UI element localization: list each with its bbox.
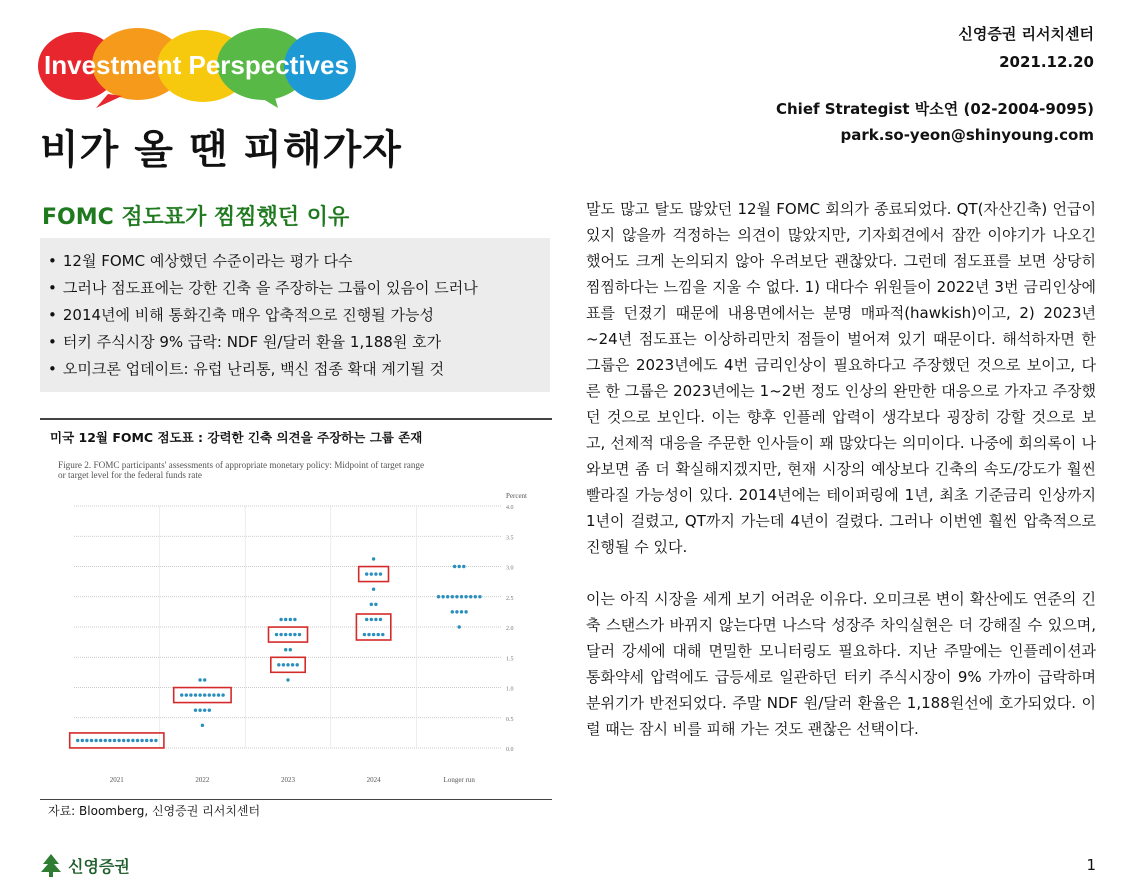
figure-title: 미국 12월 FOMC 점도표 : 강력한 긴축 의견을 주장하는 그룹 존재 <box>50 430 423 445</box>
y-tick-label: 0.5 <box>506 716 514 723</box>
strategist-name: Chief Strategist 박소연 (02-2004-9095) <box>775 100 1094 118</box>
x-tick-label: Longer run <box>443 776 475 784</box>
dot-point <box>381 633 384 636</box>
dot-point <box>372 587 375 590</box>
dot-point <box>76 739 79 742</box>
dot-point <box>150 739 153 742</box>
y-tick-label: 2.0 <box>506 626 514 632</box>
footer-brand <box>40 852 130 878</box>
dot-plot-chart <box>40 454 550 800</box>
dot-point <box>198 678 201 681</box>
chart-title: Figure 2. FOMC participants' assessments of appropriate monetary policy: Midpoint of target range <box>58 460 425 470</box>
page-number: 1 <box>1086 856 1096 874</box>
dot-point <box>462 565 465 568</box>
dot-point <box>136 739 139 742</box>
y-axis-label: Percent <box>506 492 527 500</box>
dot-point <box>367 633 370 636</box>
summary-item: • 터키 주식시장 9% 급락: NDF 원/달러 환율 1,188원 호가 <box>48 329 550 356</box>
dot-point <box>441 595 444 598</box>
chart-title-line2: or target level for the federal funds rate <box>58 470 202 480</box>
dot-point <box>212 693 215 696</box>
body-text <box>586 196 1096 742</box>
dot-point <box>279 618 282 621</box>
dot-point <box>291 663 294 666</box>
dot-point <box>446 595 449 598</box>
dot-point <box>203 708 206 711</box>
dot-point <box>293 618 296 621</box>
summary-box <box>40 238 550 392</box>
dot-point <box>99 739 102 742</box>
dot-point <box>374 603 377 606</box>
section-subtitle: FOMC 점도표가 찜찜했던 이유 <box>42 205 350 230</box>
report-date: 2021.12.20 <box>999 53 1094 71</box>
dot-point <box>185 693 188 696</box>
dot-point <box>451 610 454 613</box>
header-info <box>958 20 1094 76</box>
page-title: 비가 올 땐 피해가자 <box>40 127 402 173</box>
dot-point <box>370 572 373 575</box>
dot-point <box>113 739 116 742</box>
dot-point <box>370 603 373 606</box>
dot-point <box>127 739 130 742</box>
dot-point <box>203 678 206 681</box>
dot-point <box>104 739 107 742</box>
dot-point <box>131 739 134 742</box>
dot-point <box>458 625 461 628</box>
dot-point <box>194 693 197 696</box>
highlight-box <box>269 627 308 642</box>
dot-point <box>85 739 88 742</box>
dot-point <box>140 739 143 742</box>
highlight-box <box>359 567 389 582</box>
x-tick-label: 2023 <box>281 776 295 784</box>
dot-point <box>208 708 211 711</box>
summary-item: • 12월 FOMC 예상했던 수준이라는 평가 다수 <box>48 248 550 275</box>
dot-point <box>372 633 375 636</box>
dot-point <box>372 557 375 560</box>
dot-point <box>284 618 287 621</box>
dot-point <box>198 708 201 711</box>
dot-point <box>474 595 477 598</box>
dot-point <box>284 633 287 636</box>
dot-point <box>374 618 377 621</box>
dot-point <box>94 739 97 742</box>
dot-point <box>122 739 125 742</box>
investment-perspectives-logo <box>38 24 356 108</box>
figure-source: 자료: Bloomberg, 신영증권 리서치센터 <box>48 804 261 818</box>
logo-text: Investment Perspectives <box>44 50 349 80</box>
y-tick-label: 0.0 <box>506 747 514 753</box>
dot-point <box>370 618 373 621</box>
dot-point <box>363 633 366 636</box>
tree-icon <box>40 853 62 877</box>
dot-point <box>453 565 456 568</box>
figure <box>40 418 552 800</box>
summary-item: • 2014년에 비해 통화긴축 매우 압축적으로 진행될 가능성 <box>48 302 550 329</box>
dot-point <box>455 610 458 613</box>
summary-item: • 그러나 점도표에는 강한 긴축 을 주장하는 그룹이 있음이 드러나 <box>48 275 550 302</box>
dot-point <box>284 648 287 651</box>
dot-point <box>208 693 211 696</box>
dot-point <box>282 663 285 666</box>
dot-point <box>296 663 299 666</box>
dot-point <box>81 739 84 742</box>
dot-point <box>108 739 111 742</box>
dot-point <box>298 633 301 636</box>
dot-point <box>117 739 120 742</box>
dot-point <box>203 693 206 696</box>
author-info <box>776 96 1094 148</box>
dot-point <box>289 633 292 636</box>
dot-point <box>451 595 454 598</box>
dot-point <box>275 633 278 636</box>
dot-point <box>289 648 292 651</box>
summary-item: • 오미크론 업데이트: 유럽 난리통, 백신 접종 확대 계기될 것 <box>48 356 550 383</box>
y-tick-label: 1.0 <box>506 686 514 693</box>
dot-point <box>293 633 296 636</box>
dot-point <box>464 595 467 598</box>
dot-point <box>379 618 382 621</box>
dot-point <box>464 610 467 613</box>
author-email[interactable]: park.so-yeon@shinyoung.com <box>840 126 1094 144</box>
dot-point <box>194 708 197 711</box>
footer-brand-name: 신영증권 <box>68 856 130 876</box>
dot-point <box>198 693 201 696</box>
y-tick-label: 4.0 <box>506 505 514 511</box>
dot-point <box>365 618 368 621</box>
dot-point <box>458 565 461 568</box>
dot-point <box>90 739 93 742</box>
dot-point <box>377 633 380 636</box>
dot-point <box>469 595 472 598</box>
firm-name: 신영증권 리서치센터 <box>958 25 1094 43</box>
dot-point <box>437 595 440 598</box>
dot-point <box>374 572 377 575</box>
body-paragraph: 이는 아직 시장을 세게 보기 어려운 이유다. 오미크론 변이 확산에도 연준의 긴축 스탠스가 바뀌지 않는다면 나스닥 성장주 차익실현은 더 강해질 수 있으며, 달러 강세에 대해 면밀한 모니터링도 필요하다. 지난 주말에는 인플레이션과 통화약세 압력에도 급등세로 일관하던 터키 주식시장이 9% 가까이 급락하며 분위기가 반전되었다. 주말 NDF 원/달러 환율은 1,188원선에 호가되었다. 이럴 때는 잠시 비를 피해 가는 것도 괜찮은 선택이다. <box>586 590 1096 738</box>
dot-point <box>277 663 280 666</box>
dot-point <box>460 595 463 598</box>
dot-point <box>455 595 458 598</box>
dot-point <box>379 572 382 575</box>
y-tick-label: 2.5 <box>506 595 514 602</box>
dot-point <box>201 724 204 727</box>
dot-point <box>189 693 192 696</box>
dot-point <box>154 739 157 742</box>
y-tick-label: 3.5 <box>506 535 514 542</box>
x-tick-label: 2021 <box>109 776 124 784</box>
body-paragraph: 말도 많고 탈도 많았던 12월 FOMC 회의가 종료되었다. QT(자산긴축) 언급이 있지 않을까 걱정하는 의견이 많았지만, 기자회견에서 잠깐 이야기가 나오긴 했어도 크게 논의되지 않아 우려보단 괜찮았다. 그런데 점도표를 보면 상당히 찜찜하다는 느낌을 지울 수 없다. 1) 대다수 위원들이 2022년 3번 금리인상에 표를 던졌기 때문에 내용면에서는 분명 매파적(hawkish)이고, 2) 2023년~24년 점도표는 이상하리만치 점들이 벌어져 있기 때문이다. 해석하자면 한 그룹은 2023년에도 4번 금리인상이 필요하다고 주장했던 것으로 보이고, 다른 한 그룹은 2023년에는 1~2번 정도 인상의 완만한 대응으로 가자고 주장했던 것으로 보인다. 이는 향후 인플레 압력이 생각보다 굉장히 강할 것으로 보고, 선제적 대응을 주문한 인사들이 꽤 많았다는 의미이다. 나중에 회의록이 나와보면 좀 더 확실해지겠지만, 현재 시장의 예상보다 긴축의 속도/강도가 훨씬 빨라질 가능성이 있다. 2014년에는 테이퍼링에 1년, 최초 기준금리 인상까지 1년이 걸렸고, QT까지 가는데 4년이 걸렸다. 그러나 이번엔 훨씬 압축적으로 진행될 수 있다. <box>586 200 1096 556</box>
y-tick-label: 1.5 <box>506 656 514 663</box>
dot-point <box>286 663 289 666</box>
dot-point <box>460 610 463 613</box>
dot-point <box>286 678 289 681</box>
dot-point <box>279 633 282 636</box>
dot-point <box>217 693 220 696</box>
x-tick-label: 2022 <box>195 776 210 784</box>
dot-point <box>180 693 183 696</box>
x-tick-label: 2024 <box>366 776 381 784</box>
dot-point <box>478 595 481 598</box>
dot-point <box>221 693 224 696</box>
dot-point <box>145 739 148 742</box>
dot-point <box>365 572 368 575</box>
dot-point <box>289 618 292 621</box>
y-tick-label: 3.0 <box>506 565 514 572</box>
